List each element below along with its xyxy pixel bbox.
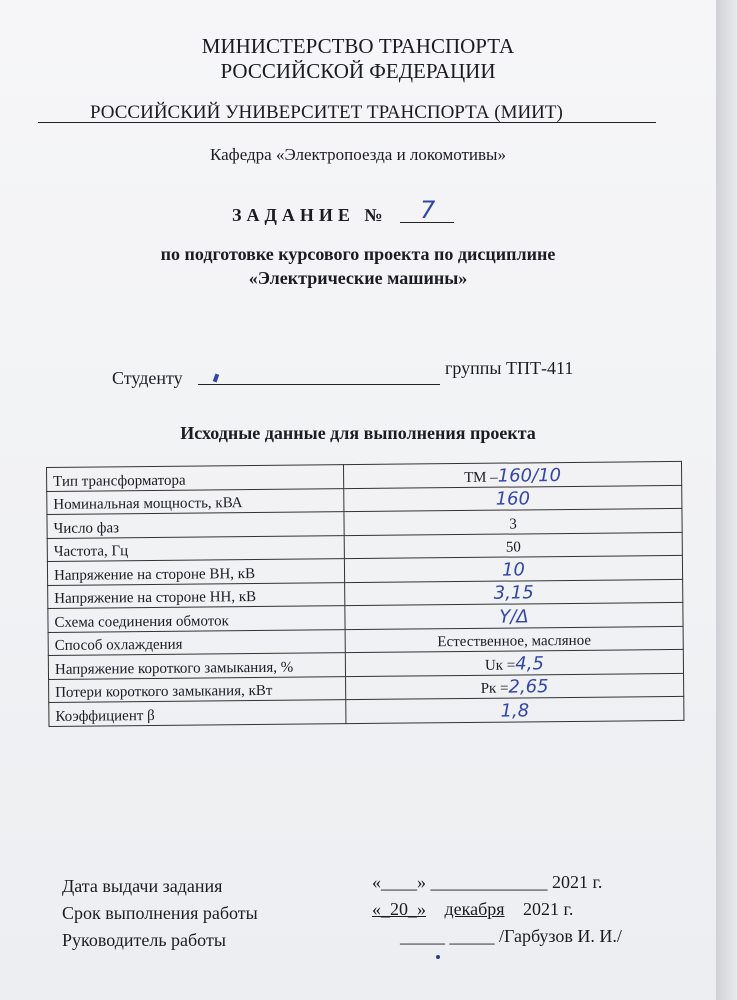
handwritten-value: 4,5 <box>515 652 544 675</box>
table-title: Исходные данные для выполнения проекта <box>180 423 536 443</box>
param-name: Напряжение на стороне ВН, кВ <box>47 559 344 585</box>
param-name: Коэффициент β <box>49 700 346 726</box>
student-group: группы ТПТ-411 <box>445 358 574 378</box>
due-year: 2021 г. <box>523 899 574 919</box>
issue-date-label: Дата выдачи задания <box>62 876 223 896</box>
assignment-title: ЗАДАНИЕ № <box>232 205 388 225</box>
assignment-number: 7 <box>420 196 436 224</box>
param-name: Напряжение короткого замыкания, % <box>48 653 345 679</box>
student-name-line <box>198 384 440 385</box>
due-date-value <box>372 899 573 920</box>
university-name: РОССИЙСКИЙ УНИВЕРСИТЕТ ТРАНСПОРТА (МИИТ) <box>90 102 563 123</box>
param-name: Потери короткого замыкания, кВт <box>49 676 346 702</box>
due-month: декабря <box>444 899 505 919</box>
ministry-line-2: РОССИЙСКОЙ ФЕДЕРАЦИИ <box>220 59 496 83</box>
printed-value: Uк = <box>484 657 516 674</box>
param-value <box>344 532 682 559</box>
param-name: Способ охлаждения <box>48 629 345 655</box>
param-value <box>344 555 682 582</box>
param-value <box>344 508 682 535</box>
university-underline <box>38 122 656 123</box>
printed-value: Естественное, масляное <box>437 632 592 651</box>
assignment-subtitle: по подготовке курсового проекта по дисциплине <box>160 244 556 264</box>
handwritten-value: 2,65 <box>508 676 549 698</box>
page-edge <box>716 0 737 1000</box>
param-value <box>345 649 683 676</box>
handwritten-value: 160/10 <box>497 464 562 487</box>
handwritten-value: 1,8 <box>500 699 530 722</box>
due-day: «_20_» <box>372 899 426 919</box>
due-date-label: Срок выполнения работы <box>62 903 258 923</box>
handwritten-value: Y/Δ <box>499 605 529 628</box>
pen-mark <box>213 374 219 383</box>
param-value <box>344 485 682 512</box>
student-label: Студенту <box>112 368 183 388</box>
printed-value: Pк = <box>480 680 509 697</box>
supervisor-label: Руководитель работы <box>62 930 226 950</box>
param-value <box>345 579 683 606</box>
printed-value: ТМ – <box>464 469 498 486</box>
param-name: Номинальная мощность, кВА <box>47 488 344 514</box>
ink-dot <box>436 955 440 959</box>
param-value <box>345 602 683 629</box>
ministry-line-1: МИНИСТЕРСТВО ТРАНСПОРТА <box>201 34 515 58</box>
handwritten-value: 160 <box>495 488 531 510</box>
param-value <box>346 673 684 700</box>
ministry-header <box>0 34 716 84</box>
param-name: Число фаз <box>47 512 344 538</box>
param-name: Тип трансформатора <box>47 465 344 491</box>
department-name: Кафедра «Электропоезда и локомотивы» <box>210 145 506 164</box>
input-data-table <box>46 461 684 727</box>
discipline-name: «Электрические машины» <box>248 268 468 288</box>
handwritten-value: 3,15 <box>493 582 534 604</box>
param-name: Частота, Гц <box>47 535 344 561</box>
supervisor-value: _____ _____ /Гарбузов И. И./ <box>400 926 622 946</box>
issue-date-value: «____» _____________ 2021 г. <box>372 872 603 892</box>
handwritten-value: 10 <box>501 558 526 581</box>
printed-value: 3 <box>509 515 517 533</box>
param-value <box>345 626 683 653</box>
param-value <box>343 461 681 488</box>
printed-value: 50 <box>505 539 521 556</box>
param-value <box>346 696 684 723</box>
param-name: Схема соединения обмоток <box>48 606 345 632</box>
param-name: Напряжение на стороне НН, кВ <box>48 582 345 608</box>
